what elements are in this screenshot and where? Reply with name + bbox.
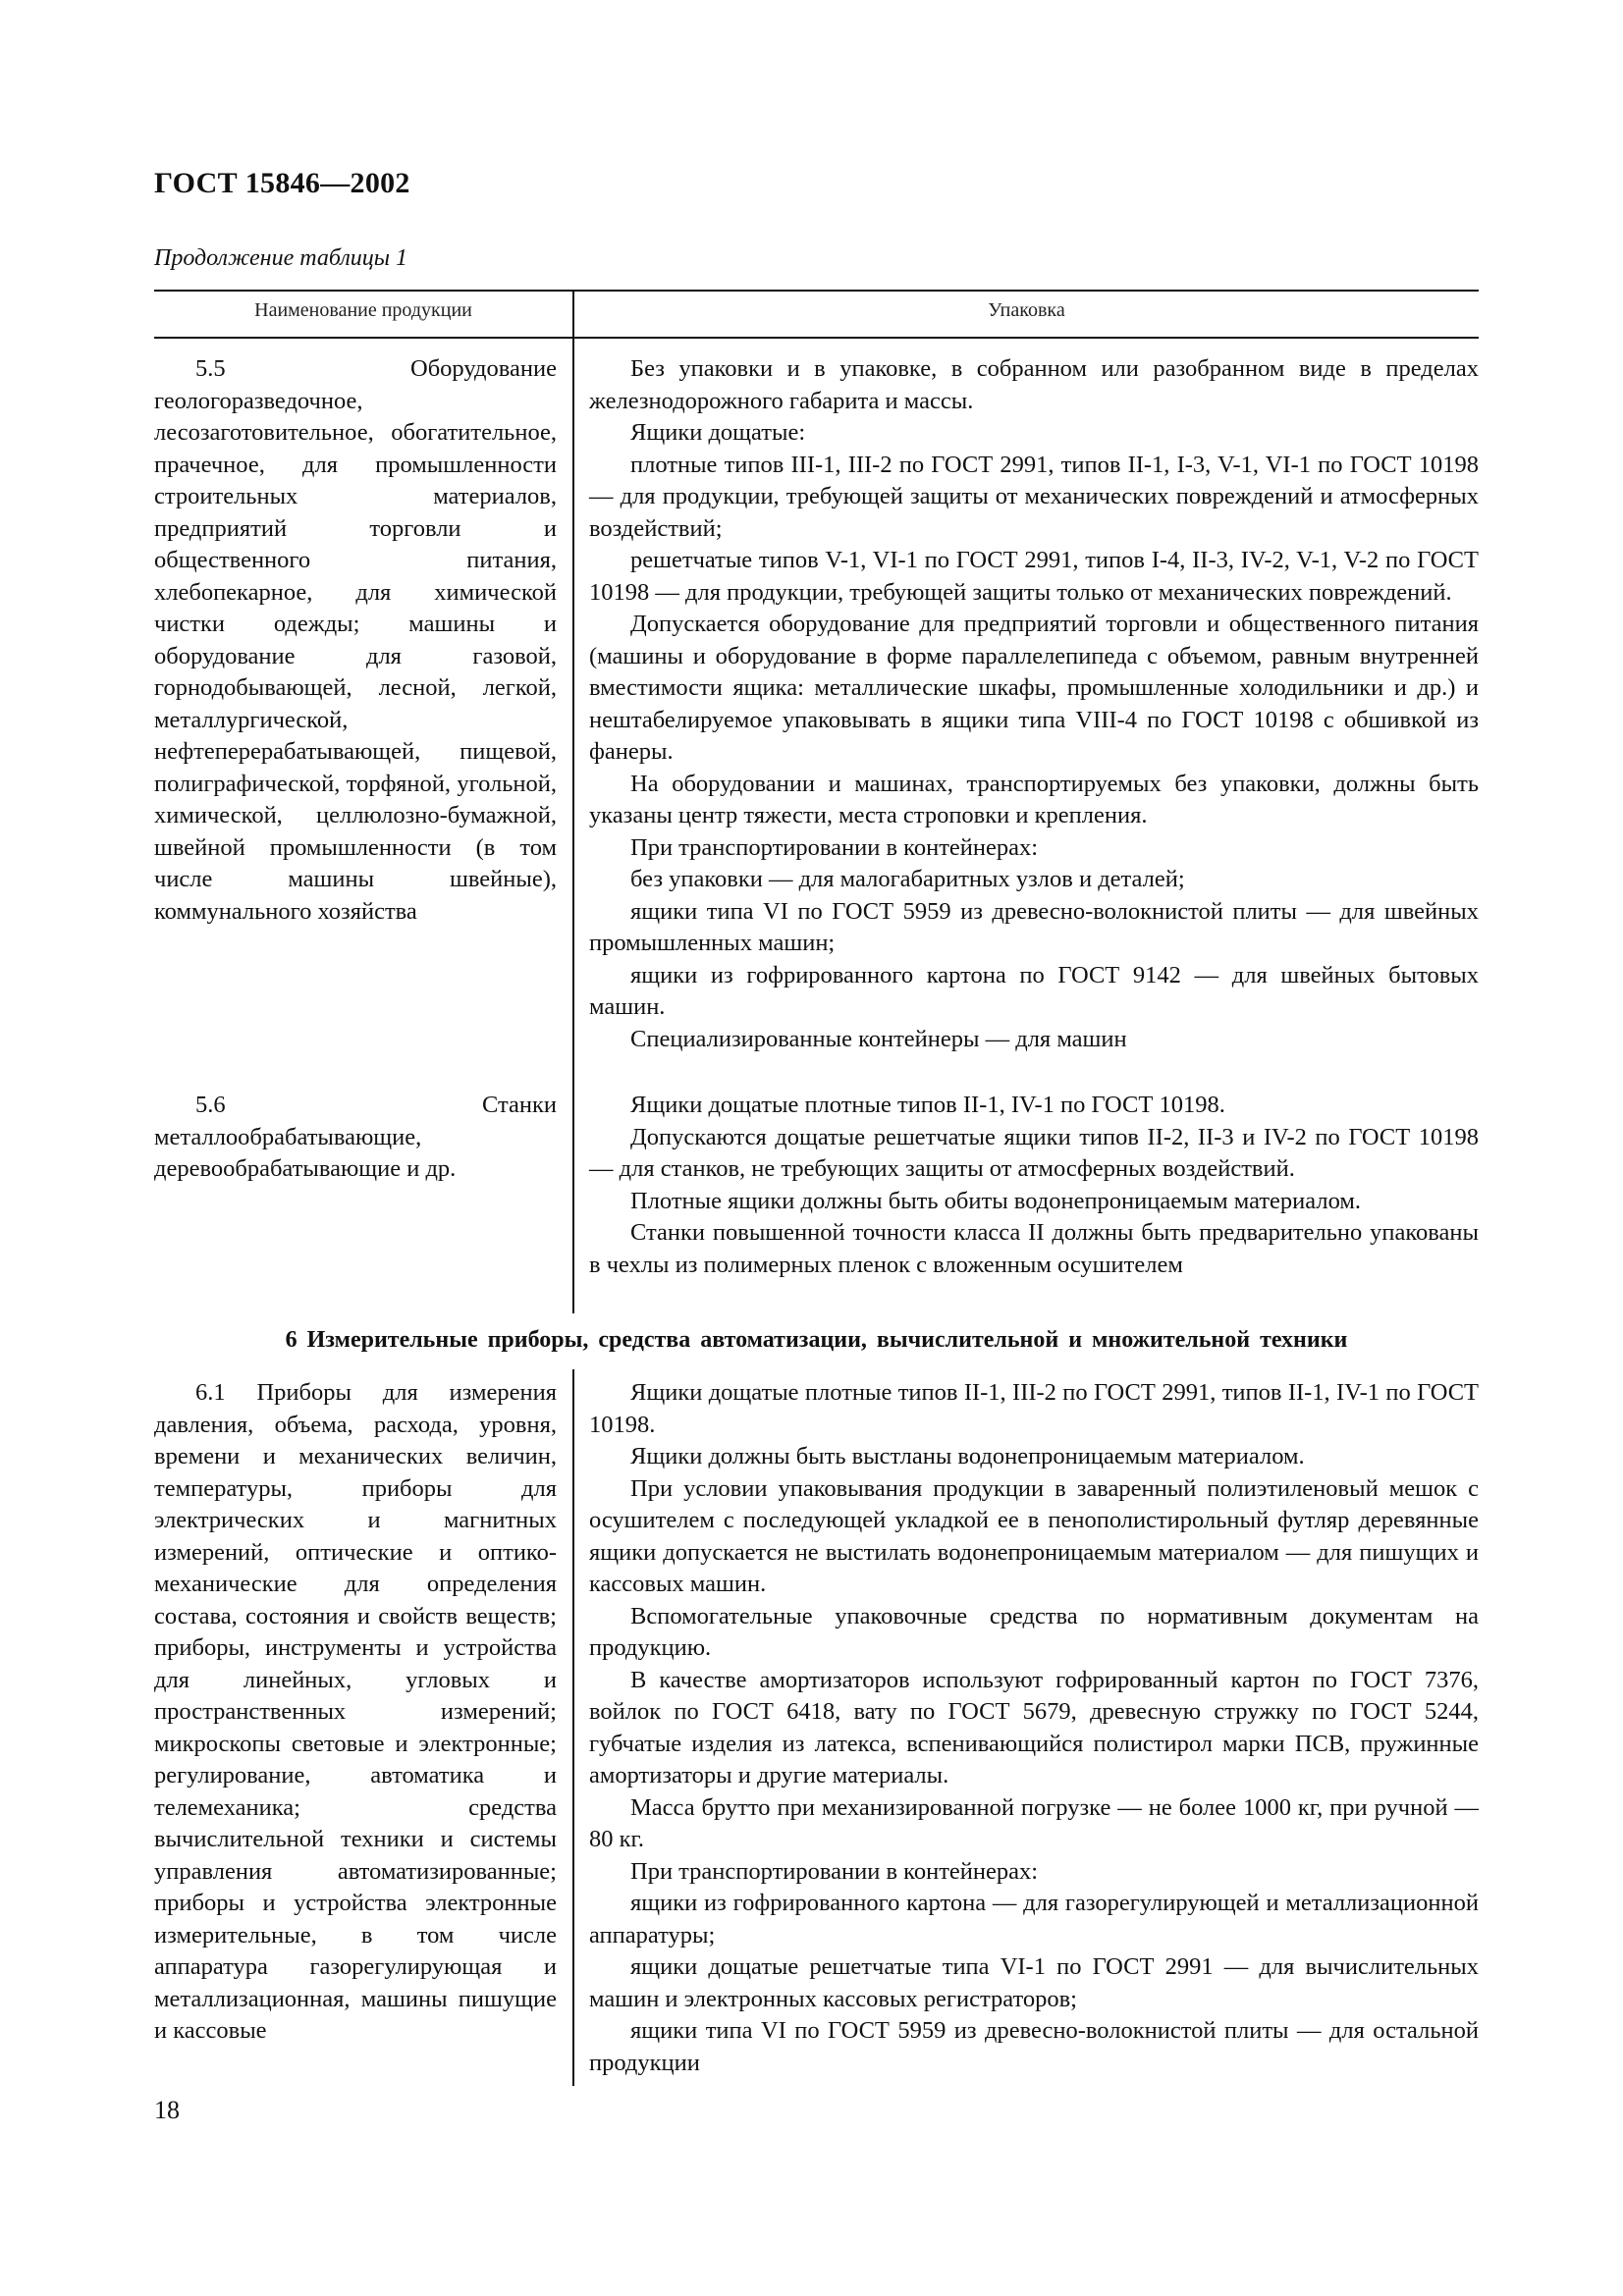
packaging-text: без упаковки — для малогабаритных узлов и деталей; [630,866,1185,892]
document-title: ГОСТ 15846—2002 [154,167,410,199]
packaging-text: Ящики должны быть выстланы водонепроницаемым материалом. [630,1443,1305,1469]
packaging-text: Станки повышенной точности класса II должны быть предварительно упакованы в чехлы из полимерных пленок с вложенным осушителем [589,1219,1479,1278]
column-divider-top [572,290,574,1313]
packaging-text: ящики из гофрированного картона — для газорегулирующей и металлизационной аппаратуры; [589,1890,1479,1949]
packaging-cell-5-5 [589,353,1479,1055]
header-packaging: Упаковка [988,299,1065,321]
packaging-text: Допускаются дощатые решетчатые ящики типов II-2, II-3 и IV-2 по ГОСТ 10198 — для станков, не требующих защиты от атмосферных воздействий. [589,1123,1479,1182]
packaging-cell-5-6 [589,1090,1479,1281]
packaging-text: решетчатые типов V-1, VI-1 по ГОСТ 2991, типов I-4, II-3, IV-2, V-1, V-2 по ГОСТ 10198 — для продукции, требующей защиты только от механических повреждений. [589,547,1479,606]
packaging-text: На оборудовании и машинах, транспортируемых без упаковки, должны быть указаны центр тяжести, места строповки и крепления. [589,770,1479,828]
packaging-text: Ящики дощатые: [630,419,806,446]
packaging-text: В качестве амортизаторов используют гофрированный картон по ГОСТ 7376, войлок по ГОСТ 6418, вату по ГОСТ 5679, древесную стружку по ГОСТ 5244, губчатые изделия из латекса, вспенивающийся полистирол марки ПСВ, пружинные амортизаторы и другие материалы. [589,1666,1479,1789]
page-number: 18 [154,2096,180,2124]
packaging-text: Специализированные контейнеры — для машин [630,1025,1127,1052]
product-text: 5.5 Оборудование геологоразведочное, лесозаготовительное, обогатительное, прачечное, для промышленности строительных материалов, предприятий торговли и общественного питания, хлебопекарное, для химической чистки одежды; машины и оборудование для газовой, горнодобывающей, лесной, легкой, металлургической, нефтеперерабатывающей, пищевой, полиграфической, торфяной, угольной, химической, целлюлозно-бумажной, швейной промышленности (в том числе машины швейные), коммунального хозяйства [154,355,557,925]
packaging-text: Допускается оборудование для предприятий торговли и общественного питания (машины и оборудование в форме параллелепипеда с объемом, равным внутренней вместимости ящика: металлические шкафы, промышленные холодильники и др.) и нештабелируемое упаковывать в ящики типа VIII-4 по ГОСТ 10198 с обшивкой из фанеры. [589,611,1479,765]
packaging-text: Плотные ящики должны быть обиты водонепроницаемым материалом. [630,1187,1361,1214]
product-cell-5-6 [154,1090,557,1186]
packaging-cell-6-1 [589,1377,1479,2079]
packaging-text: плотные типов III-1, III-2 по ГОСТ 2991, типов II-1, I-3, V-1, VI-1 по ГОСТ 10198 — для продукции, требующей защиты от механических повреждений и атмосферных воздействий; [589,451,1479,542]
product-cell-6-1 [154,1377,557,2048]
packaging-text: При условии упаковывания продукции в заваренный полиэтиленовый мешок с осушителем с последующей укладкой ее в пенополистирольный футляр деревянные ящики допускается не выстилать водонепроницаемым материалом — для пишущих и кассовых машин. [589,1474,1479,1597]
section-heading: 6 Измерительные приборы, средства автоматизации, вычислительной и множительной техники [285,1327,1348,1353]
packaging-text: Вспомогательные упаковочные средства по нормативным документам на продукцию. [589,1602,1479,1661]
packaging-text: При транспортировании в контейнерах: [630,833,1039,861]
table-caption: Продолжение таблицы 1 [154,245,408,271]
product-cell-5-5 [154,353,557,928]
packaging-text: Ящики дощатые плотные типов II-1, IV-1 по ГОСТ 10198. [630,1092,1225,1118]
packaging-text: Без упаковки и в упаковке, в собранном или разобранном виде в пределах железнодорожного габарита и массы. [589,355,1479,414]
header-product: Наименование продукции [254,299,472,321]
product-text: 6.1 Приборы для измерения давления, объема, расхода, уровня, времени и механических величин, температуры, приборы для электрических и магнитных измерений, оптические и оптико-механические для определения состава, состояния и свойств веществ; приборы, инструменты и устройства для линейных, угловых и пространственных измерений; микроскопы световые и электронные; регулирование, автоматика и телемеханика; средства вычислительной техники и системы управления автоматизированные; приборы и устройства электронные измерительные, в том числе аппаратура газорегулирующая и металлизационная, машины пишущие и кассовые [154,1379,557,2044]
packaging-text: ящики типа VI по ГОСТ 5959 из древесно-волокнистой плиты — для швейных промышленных машин; [589,897,1479,956]
packaging-text: ящики дощатые решетчатые типа VI-1 по ГОСТ 2991 — для вычислительных машин и электронных кассовых регистраторов; [589,1953,1479,2012]
table-header-rule [154,337,1479,339]
table-top-rule [154,290,1479,292]
packaging-text: Ящики дощатые плотные типов II-1, III-2 по ГОСТ 2991, типов II-1, IV-1 по ГОСТ 10198. [589,1379,1479,1438]
column-divider-bottom [572,1369,574,2086]
packaging-text: ящики типа VI по ГОСТ 5959 из древесно-волокнистой плиты — для остальной продукции [589,2017,1479,2076]
packaging-text: При транспортировании в контейнерах: [630,1857,1039,1885]
packaging-text: ящики из гофрированного картона по ГОСТ 9142 — для швейных бытовых машин. [589,961,1479,1020]
packaging-text: Масса брутто при механизированной погрузке — не более 1000 кг, при ручной — 80 кг. [589,1793,1479,1852]
product-text: 5.6 Станки металлообрабатывающие, деревообрабатывающие и др. [154,1092,557,1182]
